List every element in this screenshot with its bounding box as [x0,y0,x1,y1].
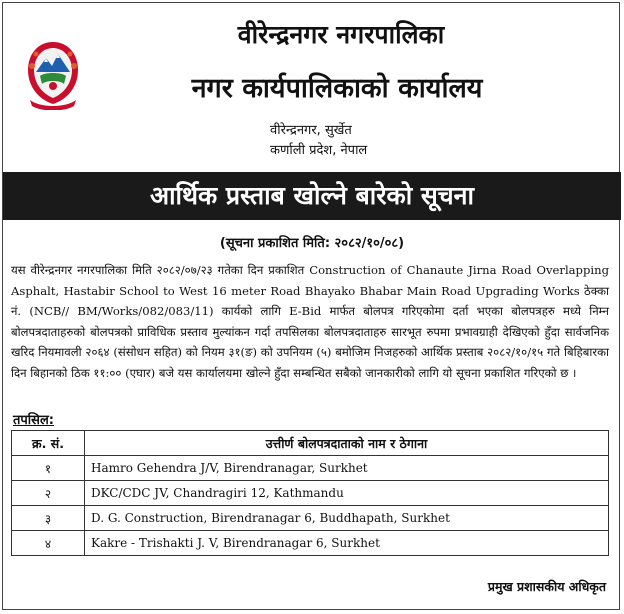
notice-body: यस वीरेन्द्रनगर नगरपालिका मिति २०८२/०७/२३ गतेका दिन प्रकाशित Construction of Chanaute Jirna Road Overlapping Asphalt, Hastabir School to West 16 meter Road Bhayako Bhabar Main Road Upgrading Works ठेक्का नं. (NCB// BM/Works/082/083/11) कार्यको लागि E-Bid मार्फत बोलपत्र गरिएकोमा दर्ता भएका बोलपत्रहरु मध्ये निम्न बोलपत्रदाताहरुको बोलपत्रको प्राविधिक प्रस्ताव मुल्यांकन गर्दा तपसिलका बोलपत्रदाताहरु सारभूत रुपमा प्रभावग्राही देखिएको हुँदा सार्वजनिक खरिद नियमावली २०६४ (संसोधन सहित) को नियम ३१(ङ) को उपनियम (५) बमोजिम निजहरुको आर्थिक प्रस्ताब २०८२/१०/१५ गते बिहिबारका दिन बिहानको ठिक ११:०० (एघार) बजे यस कार्यालयमा खोल्ने हुँदा सम्बन्धित सबैको जानकारीको लागि यो सूचना प्रकाशित गरिएको छ । [11,263,609,380]
office-title: नगर कार्यपालिकाको कार्यालय [191,73,483,104]
address-line-2: कर्णाली प्रदेश, नेपाल [270,143,368,158]
row-bidder-name: DKC/CDC JV, Chandragiri 12, Kathmandu [85,481,609,506]
table-header-row [12,431,609,456]
column-header-name: उत्तीर्ण बोलपत्रदाताको नाम र ठेगाना [85,431,609,456]
row-bidder-name: D. G. Construction, Birendranagar 6, Buddhapath, Surkhet [85,506,609,531]
row-serial: ३ [12,506,85,531]
table-row [12,456,609,481]
address-line-1: वीरेन्द्रनगर, सुर्खेत [270,123,352,138]
published-date: (सूचना प्रकाशित मिति: २०८२/१०/०८) [219,236,405,251]
row-bidder-name: Hamro Gehendra J/V, Birendranagar, Surkhet [85,456,609,481]
bidders-table [11,430,609,556]
signatory: प्रमुख प्रशासकीय अधिकृत [487,579,606,594]
row-serial: ४ [12,531,85,556]
table-row [12,506,609,531]
notice-title-banner [3,172,621,220]
table-row [12,481,609,506]
table-row [12,531,609,556]
notice-title: आर्थिक प्रस्ताब खोल्ने बारेको सूचना [149,181,475,210]
row-serial: १ [12,456,85,481]
column-header-serial: क्र. सं. [12,431,85,456]
tapsil-label: तपसिल: [13,413,54,428]
municipality-title: वीरेन्द्रनगर नगरपालिका [237,20,445,49]
row-bidder-name: Kakre - Trishakti J. V, Birendranagar 6, Surkhet [85,531,609,556]
row-serial: २ [12,481,85,506]
